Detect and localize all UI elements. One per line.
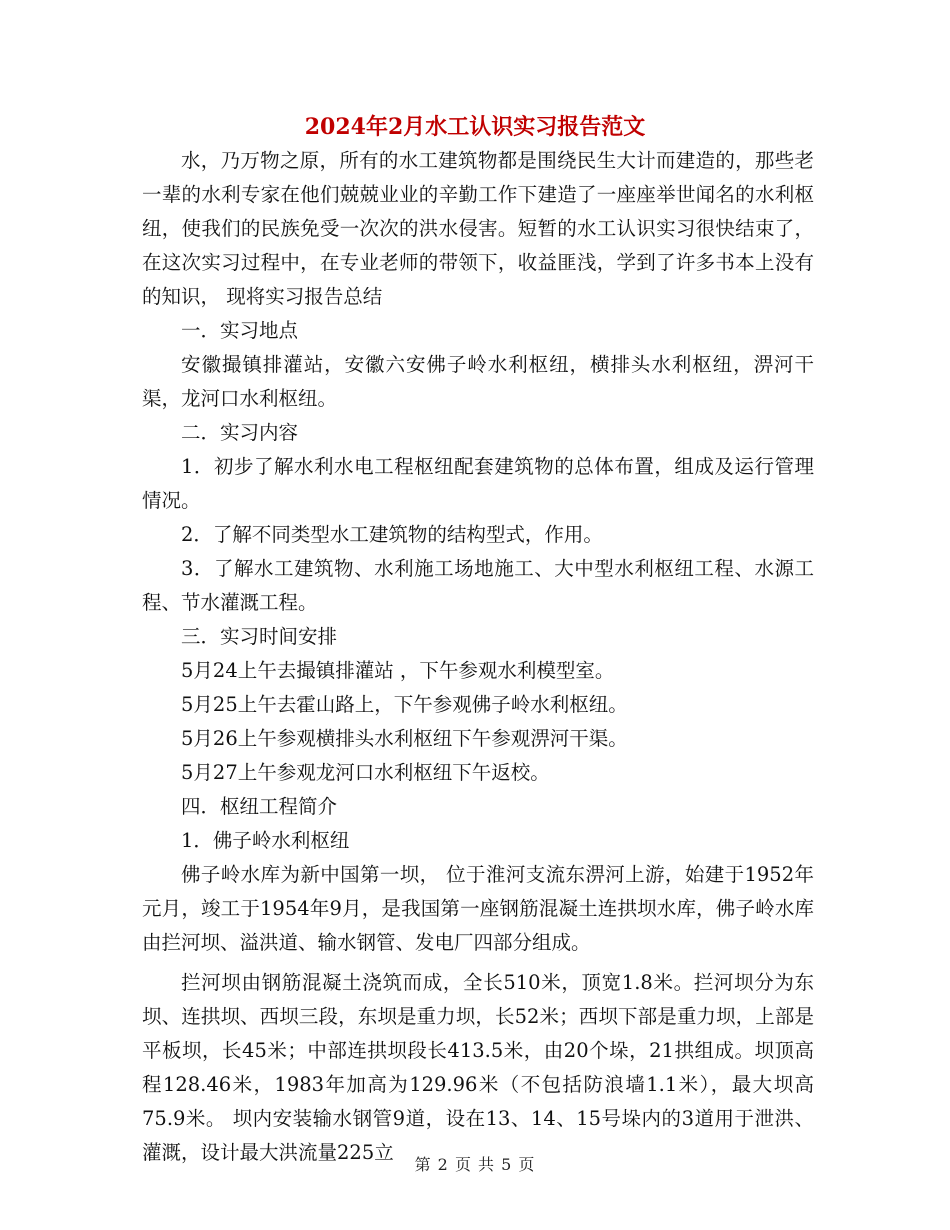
intro-paragraph: 水，乃万物之原，所有的水工建筑物都是围绕民生大计而建造的，那些老一辈的水利专家在他们兢兢业业的辛勤工作下建造了一座座举世闻名的水利枢纽，使我们的民族免受一次次的洪水侵害。短暂的水工认识实习很快结束了，在这次实习过程中，在专业老师的带领下，收益匪浅，学到了许多书本上没有的知识， 现将实习报告总结 [142,149,814,308]
location-paragraph: 安徽撮镇排灌站，安徽六安佛子岭水利枢纽，横排头水利枢纽，淠河干渠，龙河口水利枢纽。 [142,353,814,410]
dam-paragraph: 拦河坝由钢筋混凝土浇筑而成，全长510米，顶宽1.8米。拦河坝分为东坝、连拱坝、西坝三段，东坝是重力坝，长52米；西坝下部是重力坝，上部是平板坝，长45米；中部连拱坝段长413.5米，由20个垛，21拱组成。坝顶高程128.46米，1983年加高为129.96米（不包括防浪墙1.1米），最大坝高75.9米。 坝内安装输水钢管9道，设在13、14、15号垛内的3道用于泄洪、灌溉，设计最大洪流量225立 [142,971,814,1164]
subsection-heading-foziling: 1．佛子岭水利枢纽 [181,829,350,852]
schedule-item: 5月25上午去霍山路上，下午参观佛子岭水利枢纽。 [181,693,628,716]
document-body [142,144,814,1170]
page-number-footer: 第 2 页 共 5 页 [414,1155,536,1174]
section-heading-overview: 四．枢纽工程简介 [181,795,338,818]
schedule-item: 5月24上午去撮镇排灌站 ，下午参观水利模型室。 [181,659,615,682]
content-item-1: 1．初步了解水利水电工程枢纽配套建筑物的总体布置，组成及运行管理情况。 [142,455,814,512]
document-title: 2024年2月水工认识实习报告范文 [304,114,646,140]
foziling-paragraph: 佛子岭水库为新中国第一坝， 位于淮河支流东淠河上游，始建于1952年元月，竣工于1954年9月，是我国第一座钢筋混凝土连拱坝水库，佛子岭水库由拦河坝、溢洪道、输水钢管、发电厂四部分组成。 [142,863,814,954]
section-heading-schedule: 三．实习时间安排 [181,625,338,648]
section-heading-location: 一．实习地点 [181,319,299,342]
schedule-item: 5月27上午参观龙河口水利枢纽下午返校。 [181,761,550,784]
content-item-2: 2．了解不同类型水工建筑物的结构型式，作用。 [181,523,603,546]
section-heading-content: 二．实习内容 [181,421,299,444]
content-item-3: 3．了解水工建筑物、水利施工场地施工、大中型水利枢纽工程、水源工程、节水灌溉工程。 [142,557,814,614]
schedule-item: 5月26上午参观横排头水利枢纽下午参观淠河干渠。 [181,727,628,750]
